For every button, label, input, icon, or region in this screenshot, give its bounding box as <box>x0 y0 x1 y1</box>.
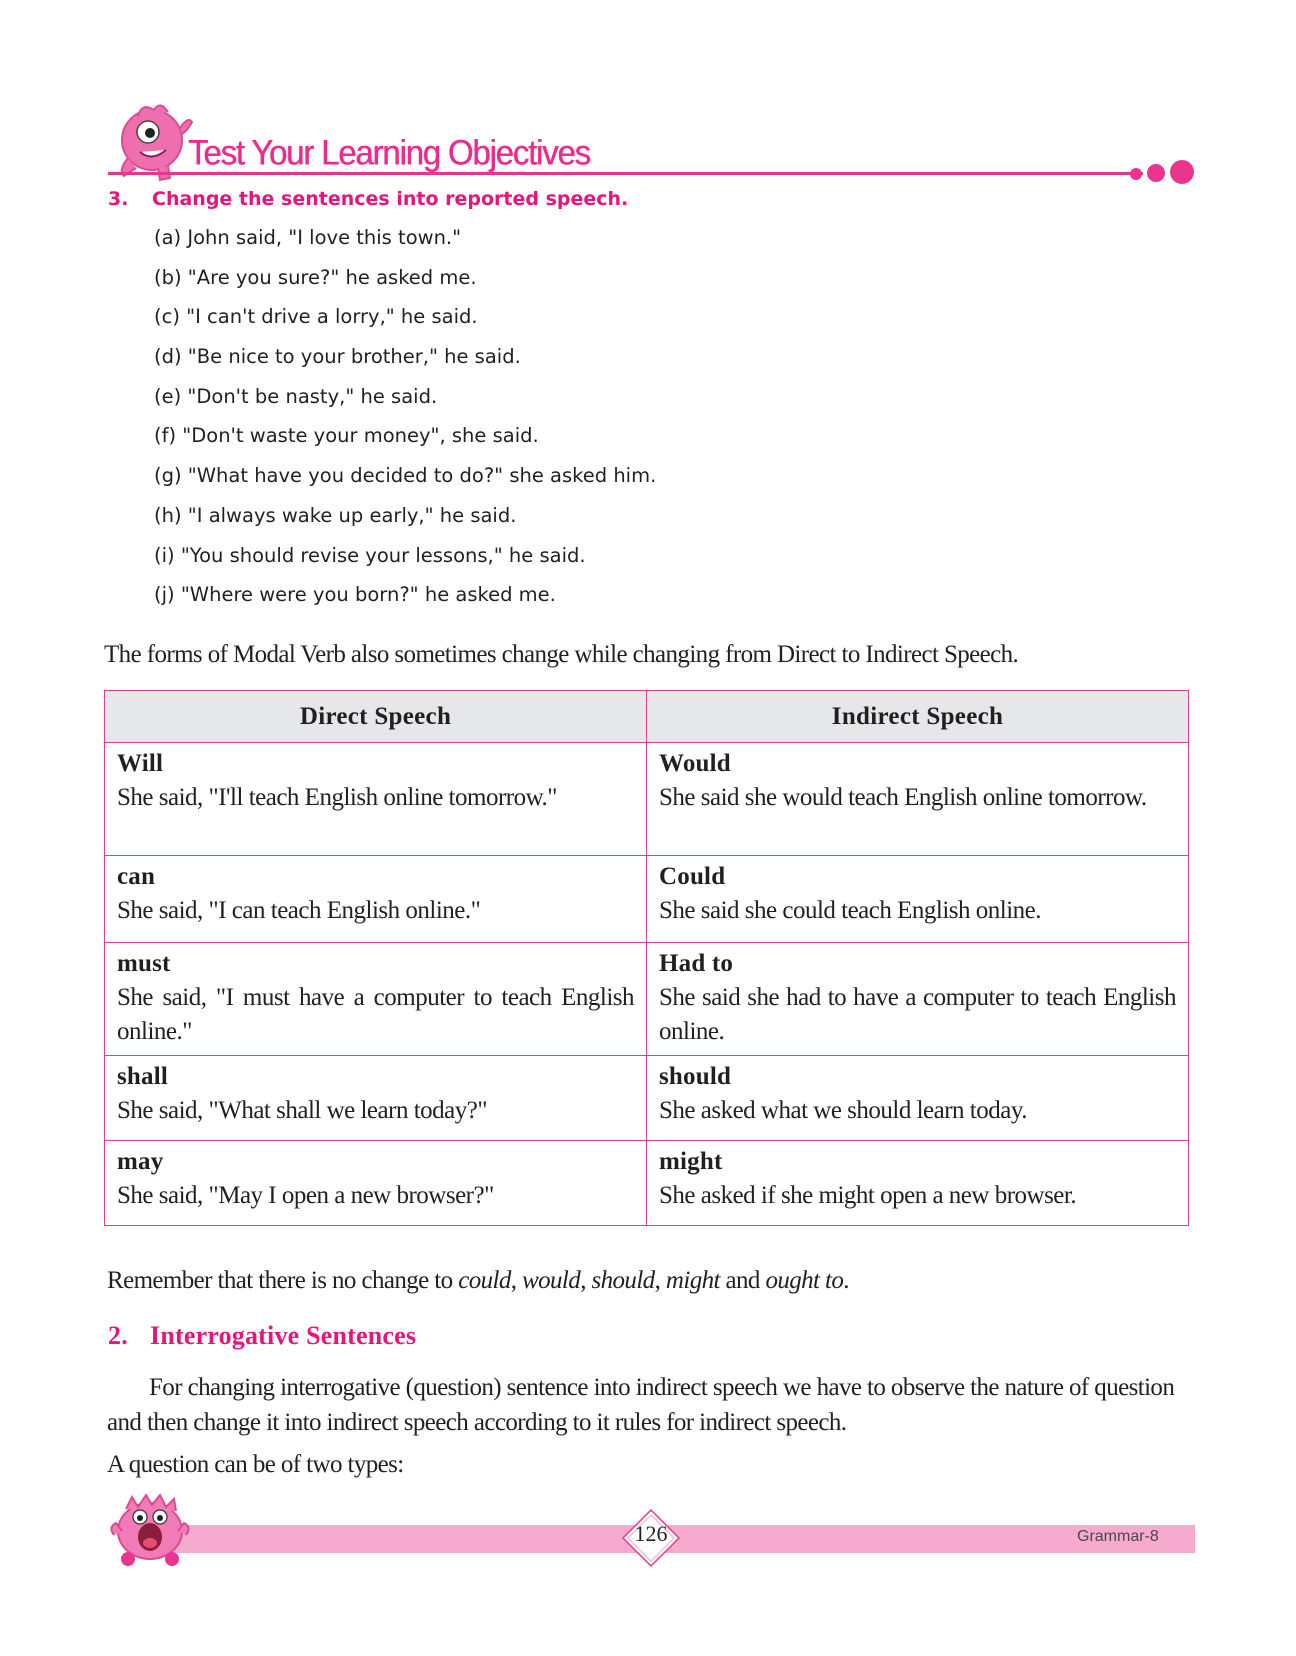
indirect-example: She asked what we should learn today. <box>659 1097 1027 1124</box>
modal-word: should <box>591 1267 655 1294</box>
direct-cell <box>105 943 647 1056</box>
list-item: (i) "You should revise your lessons," he said. <box>154 543 586 567</box>
indirect-verb: should <box>659 1063 732 1090</box>
indirect-cell <box>647 856 1189 943</box>
separator: , <box>654 1267 666 1294</box>
modal-word: could <box>458 1267 511 1294</box>
direct-cell <box>105 1056 647 1141</box>
column-header-direct: Direct Speech <box>105 691 647 743</box>
list-item: (e) "Don't be nasty," he said. <box>154 384 438 408</box>
body-paragraph <box>107 1370 1197 1440</box>
separator: , <box>510 1267 523 1294</box>
indirect-verb: might <box>659 1148 723 1175</box>
page-header <box>108 98 1198 184</box>
indirect-cell <box>647 1056 1189 1141</box>
exercise-instruction: Change the sentences into reported speech. <box>152 188 629 210</box>
section-number: 2. <box>108 1321 128 1350</box>
list-item: (j) "Where were you born?" he asked me. <box>154 583 556 607</box>
direct-cell <box>105 856 647 943</box>
indirect-example: She said she could teach English online. <box>659 897 1042 924</box>
exercise-heading <box>108 188 628 210</box>
table-row <box>105 943 1189 1056</box>
indirect-example: She asked if she might open a new browser. <box>659 1182 1077 1209</box>
section-banner-title: Test Your Learning Objectives <box>188 132 590 172</box>
direct-verb: must <box>117 950 171 977</box>
modal-word: might <box>665 1267 720 1294</box>
indirect-verb: Would <box>659 750 731 777</box>
direct-example: She said, "What shall we learn today?" <box>117 1097 488 1124</box>
modal-word: would <box>522 1267 581 1294</box>
section-heading <box>108 1321 416 1351</box>
modal-verb-table <box>104 690 1189 1226</box>
table-row <box>105 743 1189 856</box>
list-item: (d) "Be nice to your brother," he said. <box>154 345 521 369</box>
exercise-number: 3. <box>108 188 129 210</box>
list-item: (g) "What have you decided to do?" she asked him. <box>154 464 657 488</box>
indirect-cell <box>647 1141 1189 1226</box>
list-item: (f) "Don't waste your money", she said. <box>154 424 539 448</box>
screaming-monster-mascot-icon <box>108 1491 192 1567</box>
conjunction: and <box>719 1267 766 1294</box>
book-name: Grammar-8 <box>1077 1528 1159 1545</box>
column-header-indirect: Indirect Speech <box>647 691 1189 743</box>
table-row <box>105 1056 1189 1141</box>
decorative-dots-icon <box>1126 159 1206 187</box>
exercise-list <box>154 226 656 623</box>
list-item: (a) John said, "I love this town." <box>154 226 462 249</box>
period: . <box>843 1267 849 1294</box>
intro-paragraph: The forms of Modal Verb also sometimes change while changing from Direct to Indirect Speech. <box>104 641 1019 668</box>
list-item: (b) "Are you sure?" he asked me. <box>154 265 477 289</box>
direct-verb: may <box>117 1148 164 1175</box>
header-divider <box>108 172 1143 175</box>
types-line: A question can be of two types: <box>107 1451 404 1478</box>
direct-example: She said, "May I open a new browser?" <box>117 1182 494 1209</box>
direct-verb: shall <box>117 1063 169 1090</box>
separator: , <box>580 1267 592 1294</box>
direct-cell <box>105 1141 647 1226</box>
table-header-row <box>105 691 1189 743</box>
direct-cell <box>105 743 647 856</box>
direct-example: She said, "I must have a computer to teach English online." <box>117 984 634 1045</box>
table-row <box>105 856 1189 943</box>
indirect-example: She said she had to have a computer to teach English online. <box>659 984 1176 1045</box>
list-item: (c) "I can't drive a lorry," he said. <box>154 305 478 329</box>
indirect-cell <box>647 743 1189 856</box>
direct-example: She said, "I can teach English online." <box>117 897 481 924</box>
section-title: Interrogative Sentences <box>150 1321 417 1350</box>
list-item: (h) "I always wake up early," he said. <box>154 503 517 527</box>
direct-verb: can <box>117 863 156 890</box>
remember-note <box>107 1267 849 1295</box>
table-row <box>105 1141 1189 1226</box>
modal-word: ought to <box>765 1267 844 1294</box>
indirect-verb: Could <box>659 863 726 890</box>
indirect-cell <box>647 943 1189 1056</box>
indirect-verb: Had to <box>659 950 734 977</box>
indirect-example: She said she would teach English online tomorrow. <box>659 784 1147 811</box>
direct-example: She said, "I'll teach English online tomorrow." <box>117 784 557 811</box>
remember-prefix: Remember that there is no change to <box>107 1267 459 1294</box>
pink-monster-mascot-icon <box>108 98 194 182</box>
body-paragraph-text: For changing interrogative (question) sentence into indirect speech we have to observe the nature of question and then change it into indirect speech according to it rules for indirect speech. <box>107 1374 1175 1436</box>
page-number: 126 <box>634 1521 668 1546</box>
direct-verb: Will <box>117 750 164 777</box>
